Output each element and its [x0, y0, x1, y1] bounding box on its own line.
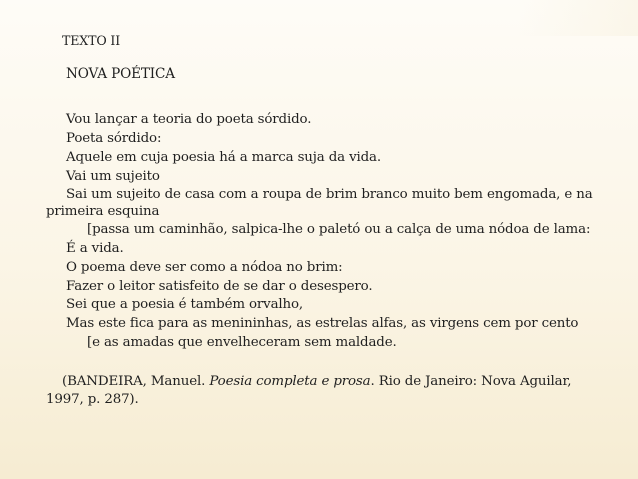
poem-line-6: [passa um caminhão, salpica-lhe o paletó ou a calça de uma nódoa de lama: — [87, 222, 591, 237]
slide-background-accent — [518, 0, 638, 36]
poem-line-12: [e as amadas que envelheceram sem maldade. — [87, 335, 397, 350]
poem-title: NOVA POÉTICA — [66, 66, 175, 82]
poem-line-2: Poeta sórdido: — [66, 131, 162, 146]
citation-line-1 — [62, 373, 571, 390]
poem-line-3: Aquele em cuja poesia há a marca suja da vida. — [66, 150, 381, 165]
poem-line-5: Sai um sujeito de casa com a roupa de brim branco muito bem engomada, e na — [66, 187, 593, 202]
citation-work-title: Poesia completa e prosa — [209, 374, 371, 389]
poem-line-4: Vai um sujeito — [66, 169, 160, 184]
citation-line-2: 1997, p. 287). — [46, 392, 139, 407]
citation-author: (BANDEIRA, Manuel. — [62, 374, 210, 389]
poem-line-9: Fazer o leitor satisfeito de se dar o desespero. — [66, 279, 373, 294]
poem-line-11: Mas este fica para as menininhas, as estrelas alfas, as virgens cem por cento — [66, 316, 579, 331]
text-title: TEXTO II — [62, 33, 121, 48]
poem-line-5-continued: primeira esquina — [46, 204, 160, 219]
poem-line-7: É a vida. — [66, 241, 124, 256]
poem-line-8: O poema deve ser como a nódoa no brim: — [66, 260, 343, 275]
poem-line-1: Vou lançar a teoria do poeta sórdido. — [66, 112, 312, 127]
citation-publisher: . Rio de Janeiro: Nova Aguilar, — [370, 374, 572, 389]
poem-line-10: Sei que a poesia é também orvalho, — [66, 297, 304, 312]
